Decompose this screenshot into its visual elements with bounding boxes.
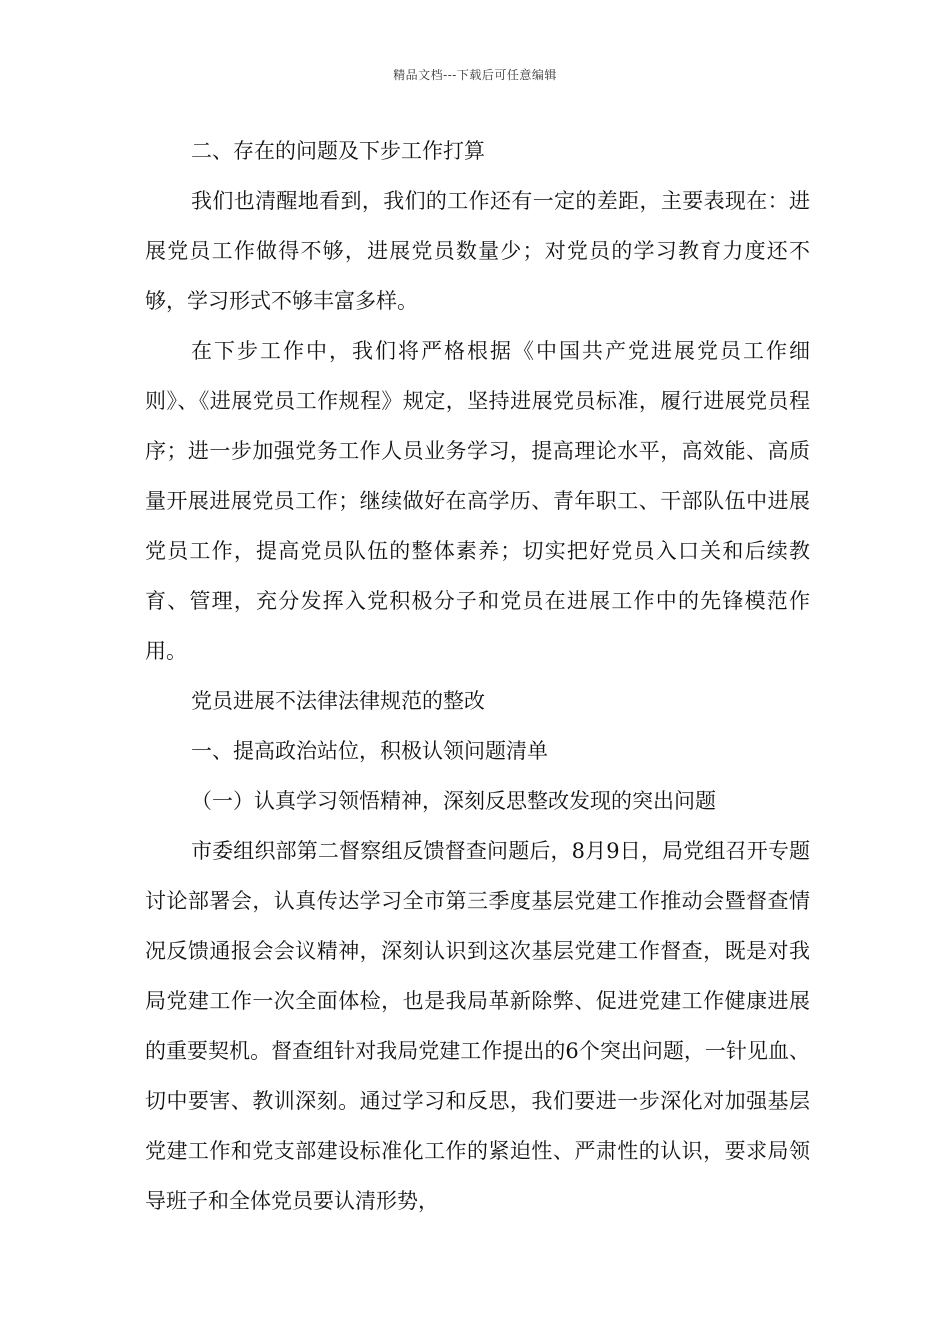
paragraph: 市委组织部第二督察组反馈督查问题后，8月9日，局党组召开专题讨论部署会，认真传达学习全市第三季度基层党建工作推动会暨督查情况反馈通报会会议精神，深刻认识到这次基层党建工作督查，既是对我局党建工作一次全面体检，也是我局革新除弊、促进党建工作健康进展的重要契机。督查组针对我局党建工作提出的6个突出问题，一针见血、切中要害、教训深刻。通过学习和反思，我们要进一步深化对加强基层党建工作和党支部建设标准化工作的紧迫性、严肃性的认识，要求局领导班子和全体党员要认清形势， xyxy=(145,839,810,1213)
page-header: 精品文档---下载后可任意编辑 xyxy=(393,68,557,82)
section-heading: 一、提高政治站位，积极认领问题清单 xyxy=(191,739,548,763)
paragraph: 在下步工作中，我们将严格根据《中国共产党进展党员工作细则》、《进展党员工作规程》规定，坚持进展党员标准，履行进展党员程序；进一步加强党务工作人员业务学习，提高理论水平，高效能、高质量开展进展党员工作；继续做好在高学历、青年职工、干部队伍中进展党员工作，提高党员队伍的整体素养；切实把好党员入口关和后续教育、管理，充分发挥入党积极分子和党员在进展工作中的先锋模范作用。 xyxy=(145,339,810,663)
document-title: 党员进展不法律法律规范的整改 xyxy=(191,689,485,713)
subsection-heading: （一）认真学习领悟精神，深刻反思整改发现的突出问题 xyxy=(191,789,716,813)
document-body xyxy=(145,126,810,1226)
section-heading: 二、存在的问题及下步工作打算 xyxy=(191,139,485,163)
paragraph: 我们也清醒地看到，我们的工作还有一定的差距，主要表现在：进展党员工作做得不够，进展党员数量少；对党员的学习教育力度还不够，学习形式不够丰富多样。 xyxy=(145,189,810,313)
